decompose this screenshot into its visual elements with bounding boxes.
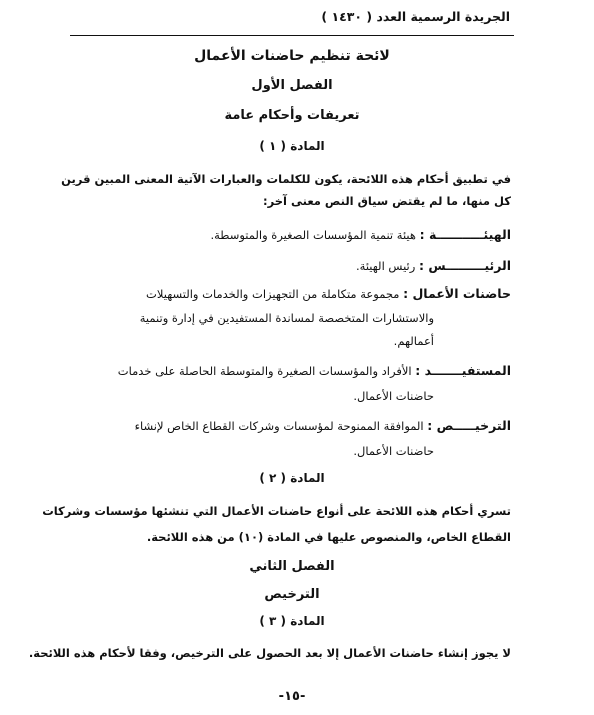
definition-text: هيئة تنمية المؤسسات الصغيرة والمتوسطة. <box>210 228 416 242</box>
definition-beneficiary <box>79 363 511 379</box>
article-2-line-1: تسري أحكام هذه اللائحة على أنواع حاضنات الأعمال التي تنشئها مؤسسات وشركات <box>42 504 511 518</box>
gazette-header: الجريدة الرسمية العدد ( ١٤٣٠ ) <box>321 9 510 24</box>
definition-text: الأفراد والمؤسسات الصغيرة والمتوسطة الحاصلة على خدمات <box>117 364 412 378</box>
chapter-1-heading: الفصل الأول <box>251 78 333 93</box>
definition-term: الهيئـــــــــــة : <box>419 227 511 242</box>
definition-continuation: حاضنات الأعمال. <box>353 444 434 458</box>
definition-business-incubators <box>79 286 511 302</box>
definition-term: حاضنات الأعمال : <box>403 286 511 301</box>
header-divider <box>70 35 514 36</box>
chapter-2-heading: الفصل الثاني <box>249 559 335 574</box>
article-1-intro-line-2: كل منها، ما لم يقتض سياق النص معنى آخر: <box>263 194 511 208</box>
article-2-heading: المادة ( ٢ ) <box>259 471 325 485</box>
article-2-line-2: القطاع الخاص، والمنصوص عليها في المادة (١٠) من هذه اللائحة. <box>146 530 511 544</box>
definition-text: مجموعة متكاملة من التجهيزات والخدمات والتسهيلات <box>146 287 400 301</box>
page-number: -١٥- <box>278 689 306 704</box>
definition-continuation: والاستشارات المتخصصة لمساندة المستفيدين في إدارة وتنمية <box>139 311 434 325</box>
article-1-intro-line-1: في تطبيق أحكام هذه اللائحة، يكون للكلمات والعبارات الآتية المعنى المبين قرين <box>61 172 511 186</box>
article-3-heading: المادة ( ٣ ) <box>259 614 325 628</box>
definition-continuation: أعمالهم. <box>393 334 434 348</box>
definition-president <box>79 258 511 274</box>
chapter-2-subtitle: الترخيص <box>264 587 320 602</box>
definition-term: الرئيـــــــــس : <box>418 258 511 273</box>
definition-text: الموافقة الممنوحة لمؤسسات وشركات القطاع الخاص لإنشاء <box>134 419 424 433</box>
definition-authority <box>79 227 511 243</box>
article-1-heading: المادة ( ١ ) <box>259 139 325 153</box>
definition-license <box>79 418 511 434</box>
chapter-1-subtitle: تعريفات وأحكام عامة <box>224 108 360 123</box>
definition-term: الترخيـــــص : <box>427 418 511 433</box>
definition-continuation: حاضنات الأعمال. <box>353 389 434 403</box>
definition-text: رئيس الهيئة. <box>356 259 416 273</box>
regulation-title: لائحة تنظيم حاضنات الأعمال <box>194 48 390 64</box>
article-3-line-1: لا يجوز إنشاء حاضنات الأعمال إلا بعد الحصول على الترخيص، وفقا لأحكام هذه اللائحة. <box>28 646 511 660</box>
definition-term: المستفيـــــــد : <box>415 363 511 378</box>
